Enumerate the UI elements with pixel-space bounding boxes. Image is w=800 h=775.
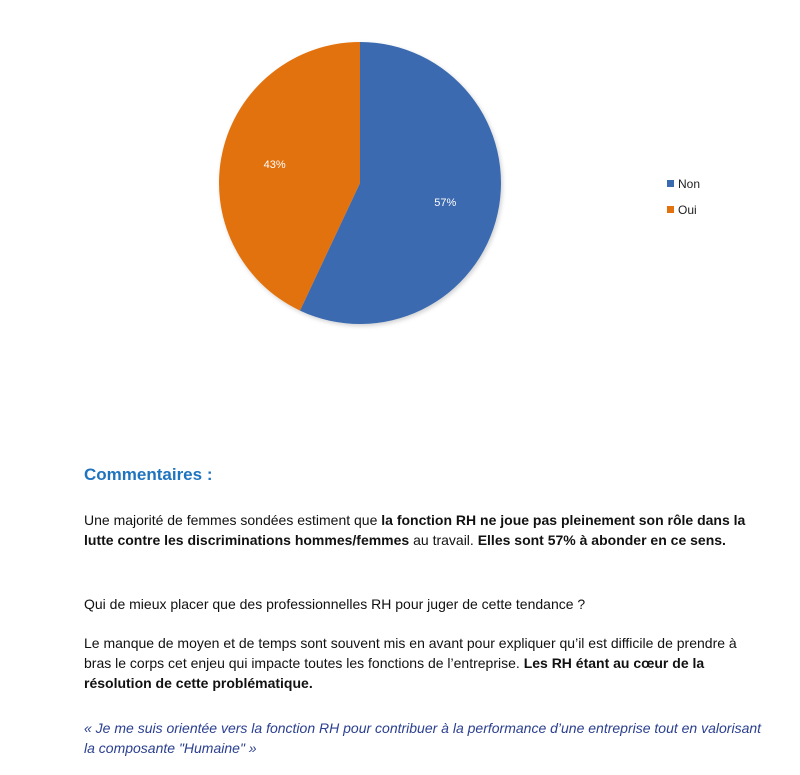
p1-text-d: Elles sont 57% à abonder en ce sens. (477, 532, 726, 548)
legend-entry-oui (667, 203, 697, 217)
p1-text-a: Une majorité de femmes sondées estiment que (84, 512, 382, 528)
legend-swatch-non (667, 180, 674, 187)
comment-paragraph-2: Qui de mieux placer que des professionnelles RH pour juger de cette tendance ? (84, 596, 586, 612)
legend-entry-non (667, 177, 700, 191)
p3-text-a: Le manque de moyen et de temps sont souvent mis en avant pour expliquer qu’il est difficile de prendre à bras le corps cet enjeu qui impacte toutes les fonctions de l’entreprise. (84, 635, 737, 671)
comment-paragraph-3 (84, 633, 764, 693)
testimonial-quote: « Je me suis orientée vers la fonction RH pour contribuer à la performance d’une entreprise tout en valorisant la composante "Humaine" » (84, 720, 762, 756)
comment-paragraph-1 (84, 510, 764, 550)
pie-slices (219, 42, 501, 324)
data-label-oui: 43% (263, 158, 286, 171)
legend (667, 177, 700, 217)
legend-label-non: Non (678, 177, 701, 191)
p1-text-c: au travail. (409, 532, 478, 548)
comments-heading: Commentaires : (84, 465, 213, 484)
data-label-non: 57% (434, 197, 457, 210)
p1-text-b: la fonction RH ne joue pas pleinement son rôle dans la lutte contre les discriminations hommes/femmes (84, 512, 746, 548)
legend-swatch-oui (667, 206, 674, 213)
p3-text-b: Les RH étant au cœur de la résolution de cette problématique. (84, 655, 705, 691)
legend-label-oui: Oui (678, 203, 697, 217)
